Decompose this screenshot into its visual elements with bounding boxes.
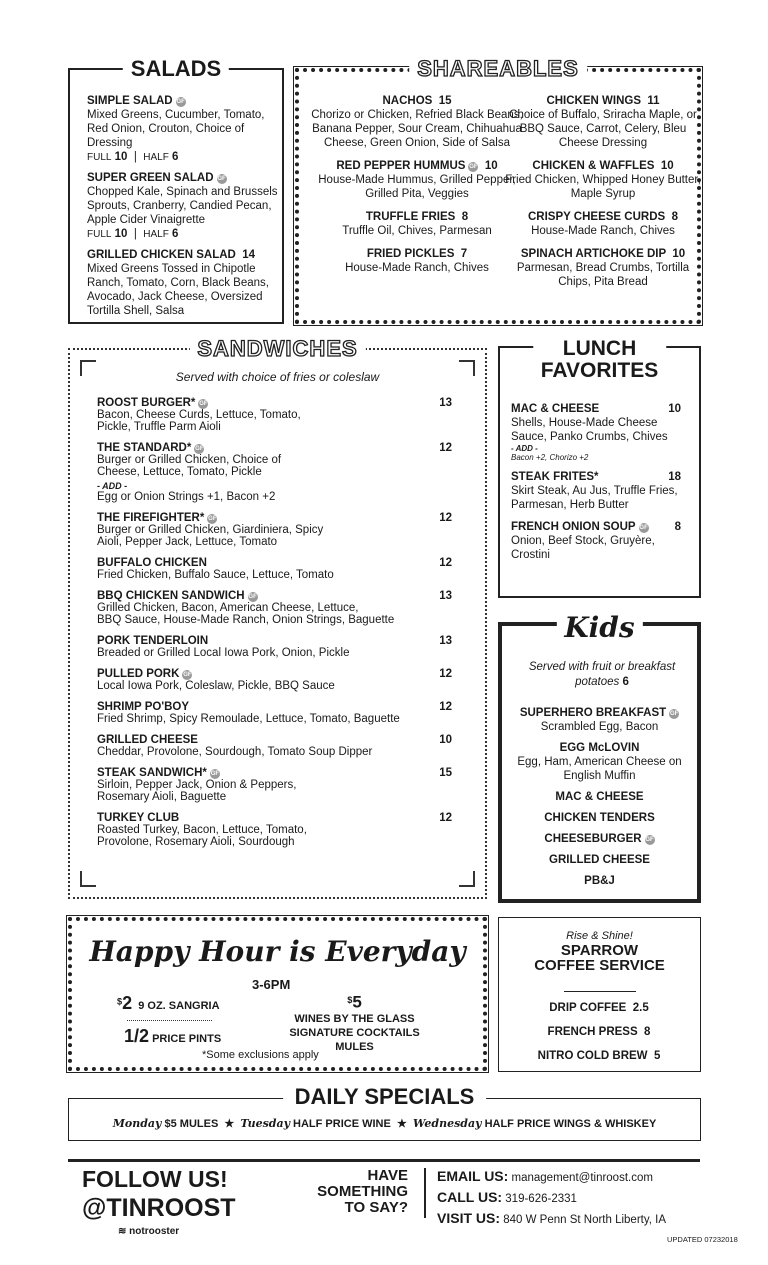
item-name: PORK TENDERLOIN [97,635,209,647]
corner-ornament [80,871,96,887]
item-name: NACHOS [382,95,433,107]
item-name: FRIED PICKLES [366,248,455,260]
item-name: PULLED PORK [97,668,180,680]
sandwiches-section [68,336,487,899]
sandwiches-title: SANDWICHES [189,338,365,360]
menu-item [502,706,697,734]
menu-item [504,247,702,289]
item-description: Mixed Greens Tossed in Chipotle Ranch, Tomato, Corn, Black Beans, Avocado, Jack Cheese, Oversized Tortilla Shell, Salsa [87,263,269,317]
item-description: Fried Chicken, Whipped Honey Butter, Maple Syrup [505,174,701,200]
have-something: HAVE SOMETHING TO SAY? [317,1167,408,1216]
menu-item [504,210,702,238]
item-name: ROOST BURGER* [97,397,196,409]
menu-item: SIMPLE SALAD GF Mixed Greens, Cucumber, Tomato, Red Onion, Crouton, Choice of Dressing FULL 10 | HALF 6 [87,94,282,165]
menu-item [97,635,452,659]
special-day: Wednesday [412,1117,482,1130]
gluten-free-icon: GF [248,594,257,600]
address: 840 W Penn St North Liberty, IA [503,1214,666,1226]
pints-deal: 1/2 PRICE PINTS [124,1026,222,1046]
email-link[interactable]: management@tinroost.com [511,1172,653,1184]
item-price: 18 [668,471,681,483]
menu-item [502,874,697,888]
kids-section [498,611,701,903]
item-price: 6 [172,228,179,240]
menu-item [499,996,699,1020]
daily-special [240,1118,390,1130]
item-description: Burger or Grilled Chicken, Giardiniera, Spicy [97,524,324,536]
item-description: Local Iowa Pork, Coleslaw, Pickle, BBQ Sauce [97,680,335,692]
item-price: 6 [172,151,179,163]
menu-item [97,512,452,548]
menu-item [499,1044,699,1068]
item-name: THE STANDARD* [97,442,192,454]
special-deal: $5 MULES [164,1118,219,1130]
item-description: Truffle Oil, Chives, Parmesan [342,225,492,237]
item-price: 13 [439,635,452,647]
item-description: Onion, Beef Stock, Gruyère, Crostini [511,535,655,561]
item-description: Parmesan, Bread Crumbs, Tortilla Chips, Pita Bread [516,262,690,288]
contact-info: EMAIL US: management@tinroost.com CALL US: 319-626-2331 VISIT US: 840 W Penn St North Liberty, IA [437,1168,666,1226]
menu-item [307,159,527,201]
special-day: Tuesday [240,1117,290,1130]
daily-specials-section [68,1084,701,1141]
add-ons: Bacon +2, Chorizo +2 [511,453,589,462]
item-name: STEAK FRITES* [511,471,599,483]
menu-item [504,159,702,201]
menu-item [502,811,697,825]
salads-title: SALADS [123,58,229,80]
item-price: 12 [439,557,452,569]
item-description: Breaded or Grilled Local Iowa Pork, Onion, Pickle [97,647,350,659]
item-description: Pickle, Truffle Parm Aioli [97,421,221,433]
item-price: 12 [439,701,452,713]
item-name: FRENCH PRESS [547,1026,638,1038]
item-price: 15 [438,95,452,107]
footer-rule [68,1159,700,1162]
happy-hour-title: Happy Hour is Everyday [89,935,466,968]
gluten-free-icon: GF [176,99,185,105]
item-price: 12 [439,668,452,680]
item-price: 8 [674,521,681,533]
gluten-free-icon: GF [469,164,478,170]
updated-date: UPDATED 07232018 [667,1235,738,1244]
phone-link[interactable]: 319-626-2331 [505,1193,577,1205]
item-name: BBQ CHICKEN SANDWICH [97,590,245,602]
size-label: HALF [143,152,169,163]
item-description: Choice of Buffalo, Sriracha Maple, or BBQ Sauce, Carrot, Celery, Bleu Cheese Dressing [509,109,697,149]
coffee-section [498,917,701,1072]
shareables-section [295,56,701,324]
add-label: - ADD - [97,481,128,491]
item-price: 11 [647,95,660,107]
menu-item [97,767,452,803]
lunch-favorites-section [498,337,701,598]
item-name: BUFFALO CHICKEN [97,557,207,569]
item-price: 8 [461,211,469,223]
item-price: 2.5 [632,1002,649,1014]
item-description: Scrambled Egg, Bacon [540,721,659,733]
item-name: PB&J [584,875,615,887]
item-name: MAC & CHEESE [511,403,600,415]
salads-section [68,56,284,324]
menu-item [307,247,527,275]
item-description: Cheese, Lettuce, Tomato, Pickle [97,466,262,478]
item-description: Burger or Grilled Chicken, Choice of [97,454,282,466]
item-name: MAC & CHEESE [555,791,644,803]
gluten-free-icon: GF [669,711,679,717]
daily-specials-title: DAILY SPECIALS [283,1086,487,1108]
item-price: 10 [660,160,674,172]
item-name: CHICKEN & WAFFLES [532,160,655,172]
size-label: FULL [87,229,112,240]
item-description: House-Made Hummus, Grilled Pepper, Grilled Pita, Veggies [318,174,516,200]
sandwiches-subtitle: Served with choice of fries or coleslaw [175,370,380,384]
menu-item [97,397,452,433]
add-ons: Egg or Onion Strings +1, Bacon +2 [97,491,276,503]
item-price: 12 [439,812,452,824]
item-name: CHICKEN TENDERS [544,812,655,824]
five-deal: $5 WINES BY THE GLASS SIGNATURE COCKTAILS MULES [289,992,420,1053]
special-day: Monday [112,1117,162,1130]
special-deal: HALF PRICE WINGS & WHISKEY [484,1118,657,1130]
item-description: Roasted Turkey, Bacon, Lettuce, Tomato, [97,824,307,836]
menu-item [511,520,681,562]
social-account[interactable]: ≋ notrooster [118,1226,180,1237]
item-description: Chopped Kale, Spinach and Brussels Sprouts, Cranberry, Candied Pecan, Apple Cider Vinaigrette [87,186,278,226]
item-name: DRIP COFFEE [549,1002,627,1014]
daily-special [413,1118,656,1130]
item-price: 14 [242,249,256,261]
menu-item [97,590,452,626]
lunch-title: LUNCH FAVORITES [533,338,666,382]
daily-special [113,1118,219,1130]
gluten-free-icon: GF [183,672,192,678]
item-description: Shells, House-Made Cheese Sauce, Panko Crumbs, Chives [511,417,668,443]
item-price: 12 [439,512,452,524]
menu-item [502,853,697,867]
item-price: 10 [484,160,498,172]
item-price: 10 [668,403,681,415]
item-price: 13 [439,397,452,409]
menu-item [87,248,282,318]
item-price: 7 [460,248,468,260]
divider [564,991,636,992]
gluten-free-icon: GF [208,516,217,522]
item-price: 15 [439,767,452,779]
exclusions-note: *Some exclusions apply [202,1049,319,1061]
menu-item [307,94,527,150]
kids-title: Kids [556,614,642,642]
item-price: 5 [653,1050,661,1062]
item-name: SUPERHERO BREAKFAST [519,707,667,719]
item-name: GRILLED CHEESE [97,734,198,746]
coffee-tagline: Rise & Shine! [566,930,633,942]
gluten-free-icon: GF [195,446,204,452]
social-handle[interactable]: @TINROOST [82,1194,236,1222]
divider [127,1020,212,1021]
item-name: SPINACH ARTICHOKE DIP [520,248,666,260]
item-price: 12 [439,442,452,454]
item-name: STEAK SANDWICH* [97,767,207,779]
item-name: EGG McLOVIN [559,742,640,754]
item-description: Aioli, Pepper Jack, Lettuce, Tomato [97,536,278,548]
size-label: HALF [143,229,169,240]
item-description: BBQ Sauce, House-Made Ranch, Onion Strings, Baguette [97,614,395,626]
item-price: 10 [114,151,128,163]
coffee-title: SPARROW COFFEE SERVICE [534,942,665,974]
item-description: Bacon, Cheese Curds, Lettuce, Tomato, [97,409,301,421]
footer-divider [424,1168,426,1218]
item-name: CHEESEBURGER [544,833,642,845]
item-name: GRILLED CHICKEN SALAD [87,249,236,261]
gluten-free-icon: GF [210,771,220,777]
item-description: Cheddar, Provolone, Sourdough, Tomato Soup Dipper [97,746,373,758]
item-name: SIMPLE SALAD [87,95,173,107]
menu-item [499,1020,699,1044]
kids-subtitle: Served with fruit or breakfast potatoes 6 [528,661,676,688]
add-label: - ADD - [511,444,538,453]
item-name: FRENCH ONION SOUP [511,521,636,533]
wifi-icon: ≋ [118,1226,127,1237]
item-description: Egg, Ham, American Cheese on English Muffin [517,756,682,782]
menu-item [504,94,702,150]
item-name: CRISPY CHEESE CURDS [528,211,666,223]
shareables-title: SHAREABLES [409,58,587,80]
item-description: Grilled Chicken, Bacon, American Cheese, Lettuce, [97,602,359,614]
item-name: CHICKEN WINGS [546,95,641,107]
happy-hour-time: 3-6PM [252,977,291,992]
item-price: 10 [672,248,686,260]
item-name: TURKEY CLUB [97,812,180,824]
item-price: 10 [114,228,128,240]
gluten-free-icon: GF [217,176,226,182]
item-description: Mixed Greens, Cucumber, Tomato, Red Onion, Crouton, Choice of Dressing [87,109,265,149]
menu-item [502,790,697,804]
item-description: House-Made Ranch, Chives [531,225,675,237]
menu-item [97,734,452,758]
special-deal: HALF PRICE WINE [293,1118,391,1130]
menu-item [97,812,452,848]
menu-item [511,470,681,512]
item-description: Provolone, Rosemary Aioli, Sourdough [97,836,295,848]
menu-item [502,741,697,783]
item-name: SHRIMP PO'BOY [97,701,189,713]
happy-hour-section [68,917,487,1071]
item-description: Skirt Steak, Au Jus, Truffle Fries, Parmesan, Herb Butter [511,485,678,511]
item-name: SUPER GREEN SALAD [87,172,214,184]
menu-item [97,442,452,503]
gluten-free-icon: GF [199,401,208,407]
menu-item [502,832,697,846]
gluten-free-icon: GF [639,525,648,531]
menu-item: SUPER GREEN SALAD GF Chopped Kale, Spinach and Brussels Sprouts, Cranberry, Candied Pecan, Apple Cider Vinaigrette FULL 10 | HALF 6 [87,171,282,242]
item-name: NITRO COLD BREW [537,1050,648,1062]
item-price: 8 [671,211,678,223]
item-name: THE FIREFIGHTER* [97,512,205,524]
menu-item [97,701,452,725]
item-description: House-Made Ranch, Chives [345,262,489,274]
menu-item [511,402,681,462]
item-price: 10 [439,734,452,746]
item-price: 13 [439,590,452,602]
menu-item [97,557,452,581]
item-name: RED PEPPER HUMMUS [336,160,466,172]
star-icon: ★ [224,1118,235,1130]
menu-item [307,210,527,238]
item-name: GRILLED CHEESE [549,854,650,866]
size-label: FULL [87,152,112,163]
item-name: TRUFFLE FRIES [365,211,456,223]
item-description: Fried Shrimp, Spicy Remoulade, Lettuce, Tomato, Baguette [97,713,400,725]
gluten-free-icon: GF [645,837,654,843]
item-description: Sirloin, Pepper Jack, Onion & Peppers, [97,779,297,791]
item-description: Fried Chicken, Buffalo Sauce, Lettuce, Tomato [97,569,334,581]
sangria-deal: $2 9 OZ. SANGRIA [117,993,220,1013]
item-price: 8 [644,1026,651,1038]
item-description: Rosemary Aioli, Baguette [97,791,227,803]
star-icon: ★ [396,1118,407,1130]
follow-us: FOLLOW US! [82,1166,228,1192]
menu-item [97,668,452,692]
item-description: Chorizo or Chicken, Refried Black Beans, Banana Pepper, Sour Cream, Chihuahua Cheese, Green Onion, Side of Salsa [311,109,523,149]
corner-ornament [459,871,475,887]
